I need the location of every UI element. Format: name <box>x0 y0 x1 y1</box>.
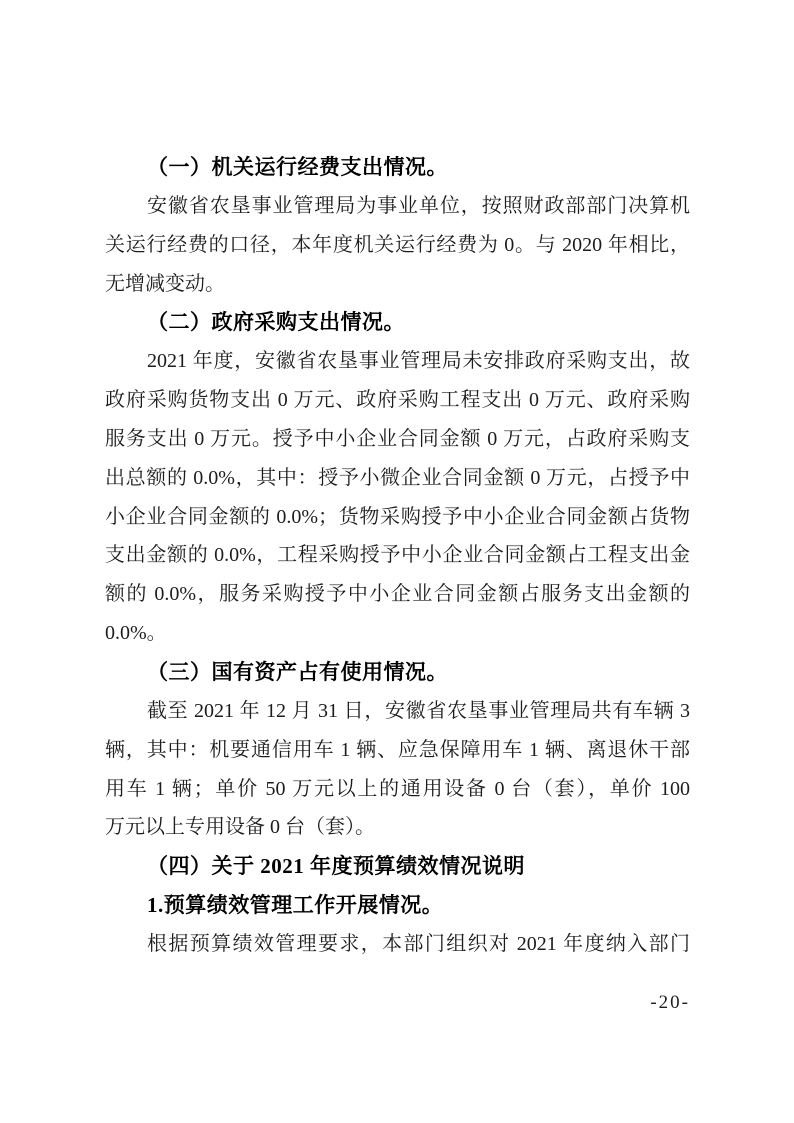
section-subheading-4-1: 1.预算绩效管理工作开展情况。 <box>147 893 444 918</box>
paragraph-line: 辆，其中：机要通信用车 1 辆、应急保障用车 1 辆、离退休干部 <box>105 738 690 761</box>
page-number: -20- <box>650 992 690 1013</box>
paragraph-line: 用车 1 辆；单价 50 万元以上的通用设备 0 台（套），单价 100 <box>105 777 690 800</box>
section-heading-4: （四）关于 2021 年度预算绩效情况说明 <box>147 854 525 879</box>
section-heading-2: （二）政府采购支出情况。 <box>147 310 405 335</box>
paragraph-line: 0.0%。 <box>105 622 167 645</box>
document-body <box>105 148 690 964</box>
paragraph-line: 无增减变动。 <box>105 272 225 295</box>
paragraph-line: 服务支出 0 万元。授予中小企业合同金额 0 万元，占政府采购支 <box>105 427 690 450</box>
paragraph-line: 截至 2021 年 12 月 31 日，安徽省农垦事业管理局共有车辆 3 <box>147 699 690 722</box>
paragraph-line: 支出金额的 0.0%，工程采购授予中小企业合同金额占工程支出金 <box>105 544 690 567</box>
paragraph-line: 额的 0.0%，服务采购授予中小企业合同金额占服务支出金额的 <box>105 583 690 606</box>
paragraph-line: 2021 年度，安徽省农垦事业管理局未安排政府采购支出，故 <box>147 350 690 373</box>
paragraph-line: 小企业合同金额的 0.0%；货物采购授予中小企业合同金额占货物 <box>105 505 690 528</box>
paragraph-line: 安徽省农垦事业管理局为事业单位，按照财政部部门决算机 <box>147 194 690 217</box>
paragraph-line: 政府采购货物支出 0 万元、政府采购工程支出 0 万元、政府采购 <box>105 389 690 412</box>
section-heading-1: （一）机关运行经费支出情况。 <box>147 155 448 179</box>
paragraph-line: 关运行经费的口径，本年度机关运行经费为 0。与 2020 年相比， <box>105 233 690 256</box>
paragraph-line: 出总额的 0.0%，其中：授予小微企业合同金额 0 万元，占授予中 <box>105 466 690 489</box>
section-heading-3: （三）国有资产占有使用情况。 <box>147 659 448 684</box>
paragraph-line: 万元以上专用设备 0 台（套）。 <box>105 816 375 839</box>
paragraph-line: 根据预算绩效管理要求，本部门组织对 2021 年度纳入部门 <box>147 932 690 955</box>
